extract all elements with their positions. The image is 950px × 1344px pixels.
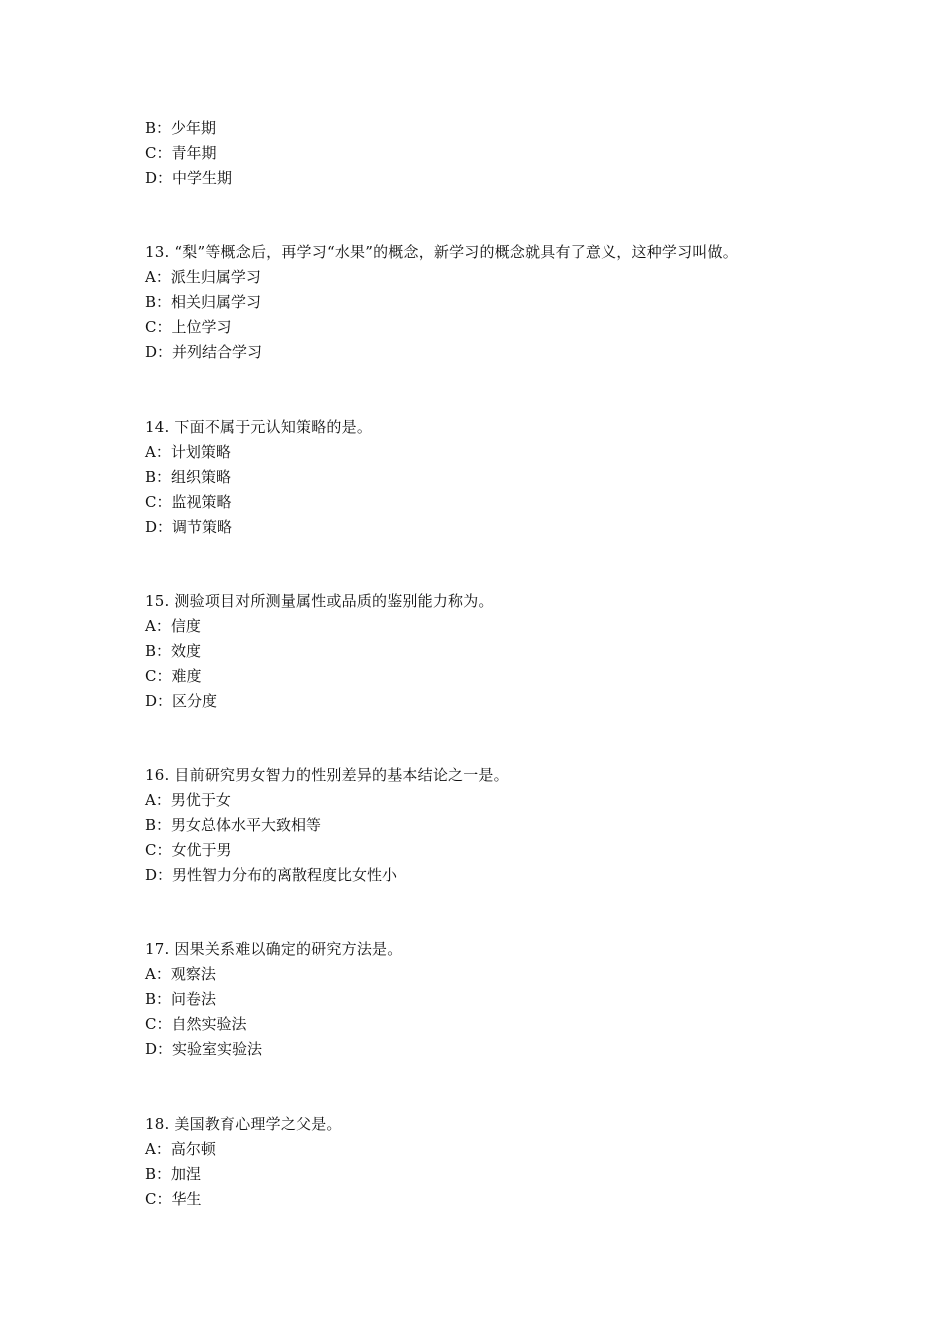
option-b: B：加涅: [145, 1165, 202, 1183]
option-a: A：派生归属学习: [145, 268, 261, 286]
question-16: 16. 目前研究男女智力的性别差异的基本结论之一是。: [145, 766, 509, 784]
option-a: A：信度: [145, 617, 201, 635]
option-c: C：华生: [145, 1190, 202, 1208]
option-b: B：效度: [145, 642, 202, 660]
option-c: C：女优于男: [145, 841, 232, 859]
option-c: C：上位学习: [145, 318, 232, 336]
option-a: A：观察法: [145, 965, 216, 983]
option-d: D：男性智力分布的离散程度比女性小: [145, 866, 398, 884]
option-d: D：调节策略: [145, 518, 233, 536]
option-d: D：中学生期: [145, 169, 233, 187]
question-15: 15. 测验项目对所测量属性或品质的鉴别能力称为。: [145, 592, 494, 610]
question-13: 13. “梨”等概念后，再学习“水果”的概念，新学习的概念就具有了意义，这种学习叫做。: [145, 243, 738, 261]
option-a: A：计划策略: [145, 443, 231, 461]
option-d: D：实验室实验法: [145, 1040, 263, 1058]
option-b: B：少年期: [145, 119, 217, 137]
option-d: D：并列结合学习: [145, 343, 263, 361]
question-17: 17. 因果关系难以确定的研究方法是。: [145, 940, 403, 958]
question-14: 14. 下面不属于元认知策略的是。: [145, 418, 373, 436]
question-18: 18. 美国教育心理学之父是。: [145, 1115, 342, 1133]
option-b: B：男女总体水平大致相等: [145, 816, 322, 834]
option-c: C：青年期: [145, 144, 217, 162]
option-d: D：区分度: [145, 692, 218, 710]
option-b: B：组织策略: [145, 468, 232, 486]
option-c: C：监视策略: [145, 493, 232, 511]
option-b: B：相关归属学习: [145, 293, 262, 311]
option-b: B：问卷法: [145, 990, 217, 1008]
option-a: A：高尔顿: [145, 1140, 216, 1158]
option-a: A：男优于女: [145, 791, 231, 809]
option-c: C：难度: [145, 667, 202, 685]
option-c: C：自然实验法: [145, 1015, 247, 1033]
